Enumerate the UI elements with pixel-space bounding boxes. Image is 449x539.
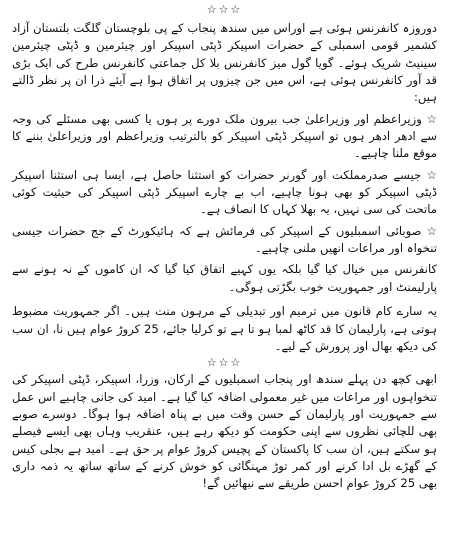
- section-divider-stars: ☆☆☆: [206, 3, 243, 16]
- closing-paragraph: ابھی کچھ دن پہلے سندھ اور پنجاب اسمبلیوں کے ارکان، وزرا، اسپیکر، ڈپٹی اسپیکر کی تنخواہوں اور مراعات میں غیر معمولی اضافہ کیا گیا ہے۔ امید کی جانی چاہیے اس عمل سے جمہوریت اور پارلیمان کے حسن وقت میں بے پناہ اضافہ ہوا ہوگا۔ دوسرے صوبے بھی للچائی نظروں سے اپنی حکومت کو دیکھ رہے ہیں، عنقریب وہاں بھی ایسے فیصلے ہو سکتے ہیں، ان سب کا پاکستان کے پچیس کروڑ عوام پر حق ہے۔ امید ہے بجلی کیس کے گھڑے بل ادا کرنے اور کمر توڑ مہنگائی کو خوش کرنے کے ساتھ ساتھ یہ ذمہ داری بھی 25 کروڑ عوام احسن طریقے سے نبھائیں گے!: [12, 372, 437, 491]
- point-paragraph: ☆ وزیراعظم اور وزیراعلیٰ جب بیرون ملک دورے پر ہوں یا کسی بھی مسئلے کی وجہ سے ادھر ادھر ہوں تو اسپیکر ڈپٹی اسپیکر کو بالترتیب وزیراعظم اور وزیراعلیٰ بننے کا موقع ملنا چاہیے۔: [12, 111, 437, 161]
- body-paragraph: کانفرنس میں خیال کیا گیا بلکہ یوں کہیے اتفاق کیا گیا کہ ان کاموں کے نہ ہونے سے پارلیمنٹ اور جمہوریت خوب بگڑتی ہوگی۔: [12, 262, 437, 294]
- intro-paragraph: دوروزہ کانفرنس ہوئی ہے اوراس میں سندھ پنجاب کے پی بلوچستان گلگت بلتستان آزاد کشمیر قومی اسمبلی کے حضرات اسپیکر ڈپٹی اسپیکر اور چیئرمین و ڈپٹی چیئرمین سینیٹ شریک ہوئے۔ گویا گول میز کانفرنس بلا کل جماعتی کانفرنس طرح کی ایک بڑی قد آور کانفرنس ہوئی ہے، اس میں جن چیزوں پر اتفاق ہوا ہے آیئے ذرا ان پر نظر ڈالتے ہیں:: [12, 21, 437, 105]
- point-paragraph: ☆ جیسے صدرمملکت اور گورنر حضرات کو استثنا حاصل ہے، ایسا ہی استثنا اسپیکر ڈپٹی اسپیکر کو بھی ہونا چاہیے، اب بے چارے اسپیکر ڈپٹی اسپیکر کی حیثیت کوئی ماتحت کی سی نہیں، یہ بھلا کہاں کا انصاف ہے۔: [12, 167, 437, 217]
- point-paragraph: ☆ صوبائی اسمبلیوں کے اسپیکر کی فرمائش ہے کہ ہائیکورٹ کے جج حضرات جیسی تنخواہ اور مراعات انھیں ملنی چاہیے۔: [12, 223, 437, 256]
- body-paragraph: یہ سارے کام قانون میں ترمیم اور تبدیلی کے مرہون منت ہیں۔ اگر جمہوریت مضبوط ہوتی ہے، پارلیمان کا قد کاٹھ لمبا ہو تا ہے تو کرلیا جائے، 25 کروڑ عوام ہیں نا، ان سب کی دیکھ بھال اور پرورش کے لیے۔: [12, 304, 437, 353]
- section-divider-stars: ☆☆☆: [206, 356, 243, 370]
